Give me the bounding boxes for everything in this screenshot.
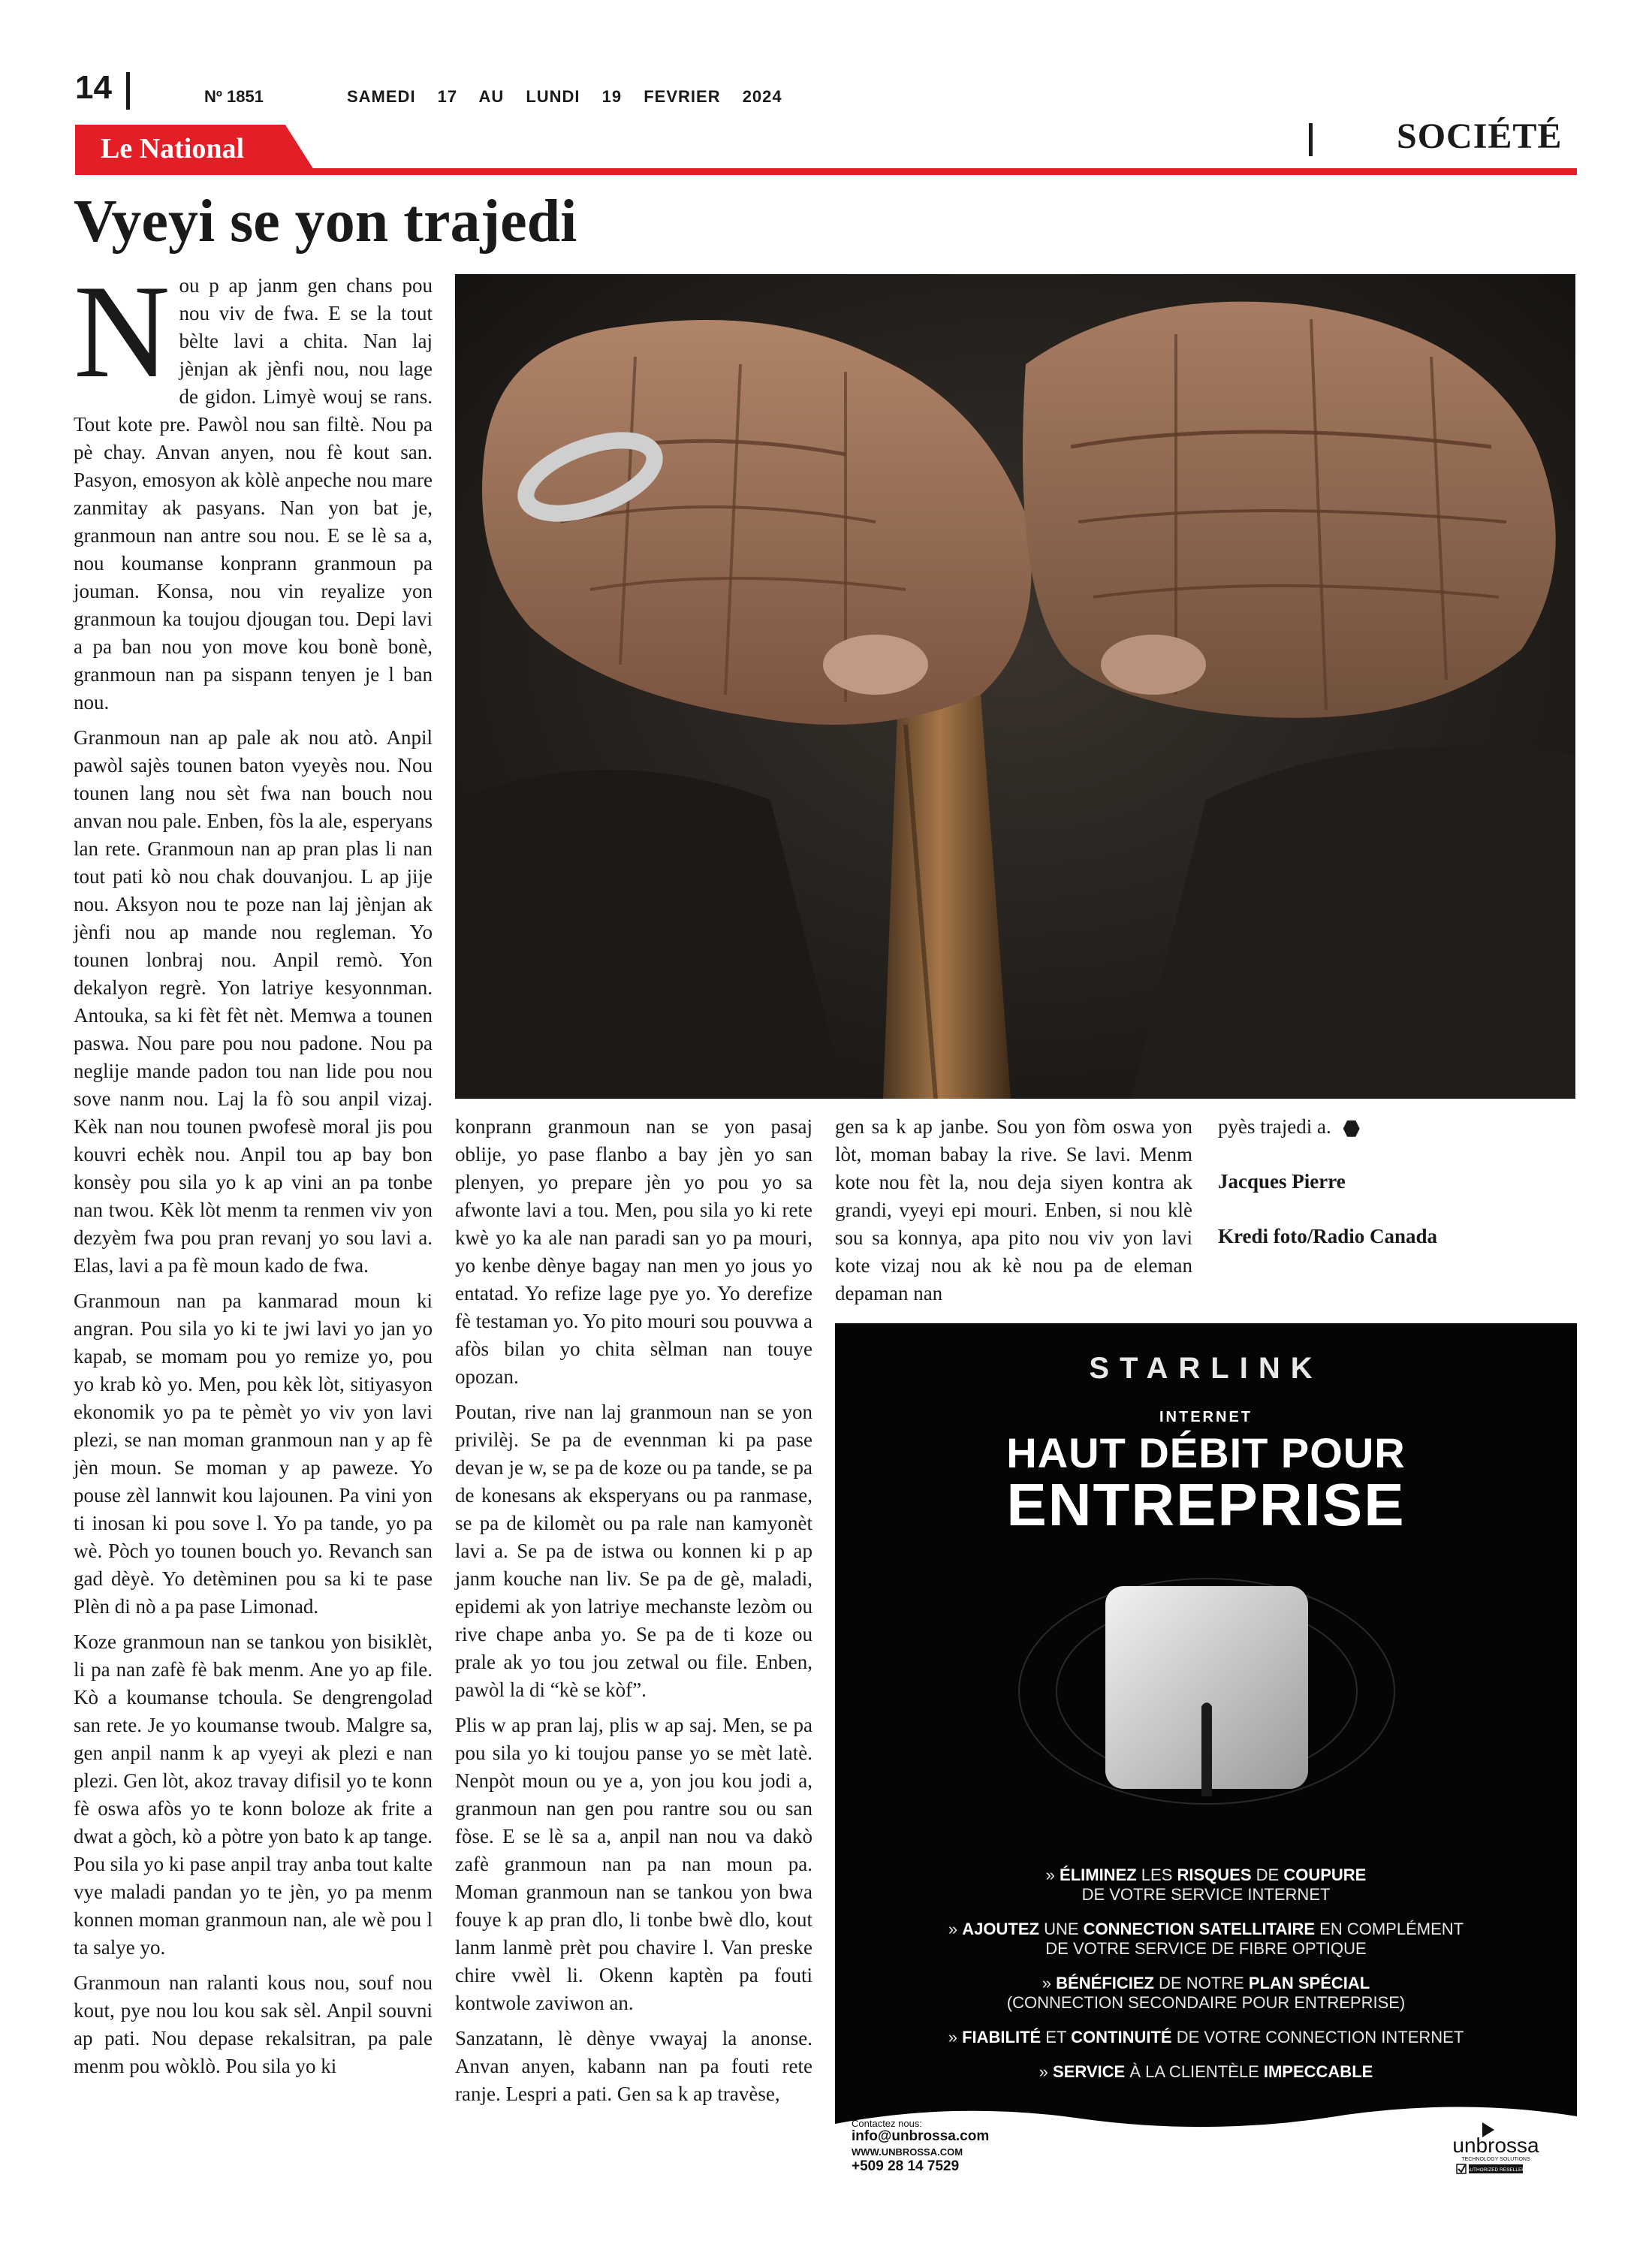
paragraph: Koze granmoun nan se tankou yon bisiklèt, li pa nan zafè fè bak menm. Ane yo ap file. Kò a koumanse tchoula. Se dengrengolad san rete. Je yo koumanse twoub. Malgre sa, gen anpil nanm k ap vyeyi ak plezi e nan plezi. Gen lòt, akoz travay difisil yo te konn fè oswa afòs yo te konn boloze ak frite a dwat a gòch, kò a pòtre yon bato k ap tange. Pou sila yo ki pase anpil tray anba tout kalte vye maladi pandan yo te jèn, yo pa menm konnen moman granmoun nan, ale wè pou l ta salye yo. [74, 1630, 433, 1959]
ad-website-link[interactable]: WWW.UNBROSSA.COM [852, 2146, 963, 2158]
masthead-brand: Le National [101, 133, 245, 164]
ad-bullet-2: » AJOUTEZ UNE CONNECTION SATELLITAIRE EN COMPLÉMENT DE VOTRE SERVICE DE FIBRE OPTIQUE [948, 1920, 1464, 1958]
article-column-1 [74, 257, 433, 2088]
unbrossa-logo [1436, 2122, 1556, 2175]
paragraph: Granmoun nan ralanti kous nou, souf nou kout, pye nou lou kou sak sèl. Anpil souvni ap pati. Nou depase rekalsitran, pa pale menm pou wòklò. Pou sila yo ki [74, 1971, 433, 2077]
header-rule [75, 168, 1577, 175]
paragraph [74, 257, 433, 716]
article-column-4 [1218, 1113, 1571, 1258]
paragraph: konprann granmoun nan se yon pasaj oblije, yo pase flanbo a bay jèn yo san plenyen, yo prepare jèn yo pou yo sa afwonte lavi a tou. Men, pou sila yo ki rete kwè yo ka ale nan paradi san yo pa mouri, yo kenbe dènye bagay nan men yo jous yo entatad. Yo refize lage pye yo. Yo derefize fè testaman yo. Yo pito mouri sou pouvwa a afòs bilan yo chita sèlman nan touye opozan. [455, 1115, 812, 1388]
author-name: Jacques Pierre [1218, 1170, 1346, 1193]
ad-email-link[interactable]: info@unbrossa.com [852, 2128, 990, 2144]
page-number: 14 [75, 69, 112, 106]
ad-bullet-5: » SERVICE À LA CLIENTÈLE IMPECCABLE [1039, 2062, 1373, 2081]
logo-tagline: TECHNOLOGY SOLUTIONS [1461, 2157, 1530, 2162]
issue-number: Nº 1851 [204, 87, 264, 106]
paragraph: Granmoun nan ap pale ak nou atò. Anpil pawòl sajès tounen baton vyeyès nou. Nou tounen lang nou sèt fwa nan bouch nou anvan nou pale. Enben, fòs la ale, esperyans lan rete. Granmoun nan ap pran plas li nan tout pati kò nou chak douvanjou. L ap jije nou. Aksyon nou te poze nan laj jènjan ak jènfi nou ap mande nou regleman. Yo tounen lonbraj nou. Anpil remò. Yon dekalyon regrè. Yon latriye kesyonnman. Antouka, sa ki fèt fèt nèt. Memwa a tounen paswa. Nou pare pou nou padone. Nou pa neglije mande padon tou nan lide pou nou sove nanm nou. Laj la fò sou anpil vizaj. Kèk nan nou tounen pwofesè moral jis pou kouvri echèk nou. Anpil tou ap bay bon konsèy pou sila yo k ap vini an pa tonbe nan twou. Kèk lòt menm ta renmen viv yon dezyèm fwa pou pran revanj yo sou lavi a. Elas, lavi a pa fè moun kado de fwa. [74, 726, 433, 1277]
paragraph-text: ou p ap janm gen chans pou nou viv de fwa. E se la tout bèlte lavi a chita. Nan laj jènjan ak jènfi nou, nou lage de gidon. Limyè wouj se rans. Tout kote pre. Pawòl nou san filtè. Nou pa pè chay. Anvan anyen, nou fè kout san. Pasyon, emosyon ak kòlè anpeche nou mare zanmitay ak pasyans. Nan yon bat je, granmoun nan antre sou nou. E se lè sa a, nou koumanse konprann granmoun pa jouman. Konsa, nou vin reyalize yon granmoun ka toujou djougan tou. Depi lavi a pa ban nou yon move kou bonè bonè, granmoun nan pa sispann tenyen je l ban nou. [74, 274, 433, 713]
ad-bullet-4: » FIABILITÉ ET CONTINUITÉ DE VOTRE CONNECTION INTERNET [948, 2028, 1464, 2046]
ad-phone-number[interactable]: +509 28 14 7529 [852, 2158, 960, 2174]
paragraph [1218, 1113, 1571, 1141]
photo-credit: Kredi foto/Radio Canada [1218, 1225, 1438, 1247]
paragraph: Granmoun nan pa kanmarad moun ki angran. Pou sila yo ki te jwi lavi yo jan yo kapab, se momam pou yo remize yo, pou yo krab kò yo. Men, pou kèk lòt, sitiyasyon ekonomik yo pa te pèmèt yo viv yon lavi plezi, se nan moman granmoun nan y ap fè jèn moun. Se moman y ap paweze. Yo pouse zèl lannwit kou lajounen. Pa vini yon ti inosan ki pou sove l. Yo pa tande, yo pa wè. Pòch yo tounen bouch yo. Revanch san gad dèyè. Yo detèminen pou sa ki te pase Plèn di nò a pa pase Limonad. [74, 1289, 433, 1618]
section-label: SOCIÉTÉ [1397, 116, 1563, 156]
ad-headline-line-2: ENTREPRISE [1006, 1471, 1406, 1538]
paragraph-text: pyès trajedi a. [1218, 1115, 1331, 1138]
article-title: Vyeyi se yon trajedi [74, 189, 577, 255]
ad-bullet-3: » BÉNÉFICIEZ DE NOTRE PLAN SPÉCIAL (CONNECTION SECONDAIRE POUR ENTREPRISE) [1006, 1974, 1406, 2012]
ad-bullet-1: » ÉLIMINEZ LES RISQUES DE COUPURE DE VOTRE SERVICE INTERNET [1045, 1865, 1367, 1904]
satellite-dish-icon [1015, 1571, 1398, 1819]
ad-kicker: INTERNET [1159, 1409, 1253, 1425]
paragraph: Plis w ap pran laj, plis w ap saj. Men, se pa pou sila yo ki toujou panse yo se mèt latè. Nenpòt moun ou ye a, yon jou kou jodi a, granmoun nan gen pou rantre sou ou san fòse. E se lè sa a, anpil nan nou va dakò zafè granmoun nan pa nan moun pa. Moman granmoun nan se tankou yon bwa fouye k ap pran dlo, li tonbe bwè dlo, kout lanm lanmè prèt pou chavire l. Van preske chire vwèl li. Okenn kaptèn pa fouti kontwole zaviwon an. [455, 1714, 812, 2014]
article-column-2 [455, 1113, 812, 2116]
paragraph: gen sa k ap janbe. Sou yon fòm oswa yon lòt, moman babay la rive. Se lavi. Menm kote nou fèt la, nou deja siyen kontra ak grandi, vyeyi epi mouri. Enben, si nou klè sou sa konnya, apa pito nou viv yon lavi kote vizaj nou ak kè nou pa de eleman depaman nan [835, 1115, 1192, 1304]
issue-date: SAMEDI 17 AU LUNDI 19 FEVRIER 2024 [347, 87, 782, 106]
end-mark-icon [1343, 1120, 1360, 1137]
logo-wordmark: unbrossa [1452, 2134, 1539, 2157]
article-photo [455, 274, 1575, 1099]
svg-text:AUTHORIZED RESELLER: AUTHORIZED RESELLER [1466, 2167, 1526, 2173]
page-number-divider [126, 72, 130, 110]
ad-contact-label: Contactez nous: [852, 2118, 922, 2129]
ad-headline-line-1: HAUT DÉBIT POUR [1006, 1429, 1406, 1476]
paragraph: Poutan, rive nan laj granmoun nan se yon privilèj. Se pa de evennman ki pa pase devan je w, se pa de koze ou pa tande, se pa de konesans ak eksperyans ou pa ranmase, se pa de kilomèt ou pa rale nan kamyonèt lavi a. Se pa de istwa ou konnen ki p ap janm kouche nan liv. Se pa de gè, maladi, epidemi ak yon latriye mechanste lezòm ou rive chape anba yo. Se pa de ti koze ou prale ak yo tou jou zetwal ou file. Enben, pawòl la di “kè se kòf”. [455, 1401, 812, 1701]
paragraph: Sanzatann, lè dènye vwayaj la anonse. Anvan anyen, kabann nan pa fouti rete ranje. Lespri a pati. Gen sa k ap travèse, [455, 2027, 812, 2105]
drop-cap: N [74, 257, 170, 406]
starlink-advertisement[interactable] [835, 1323, 1577, 2181]
article-column-3 [835, 1113, 1192, 1315]
ad-brand: STARLINK [1089, 1352, 1323, 1385]
section-divider [1309, 123, 1313, 156]
